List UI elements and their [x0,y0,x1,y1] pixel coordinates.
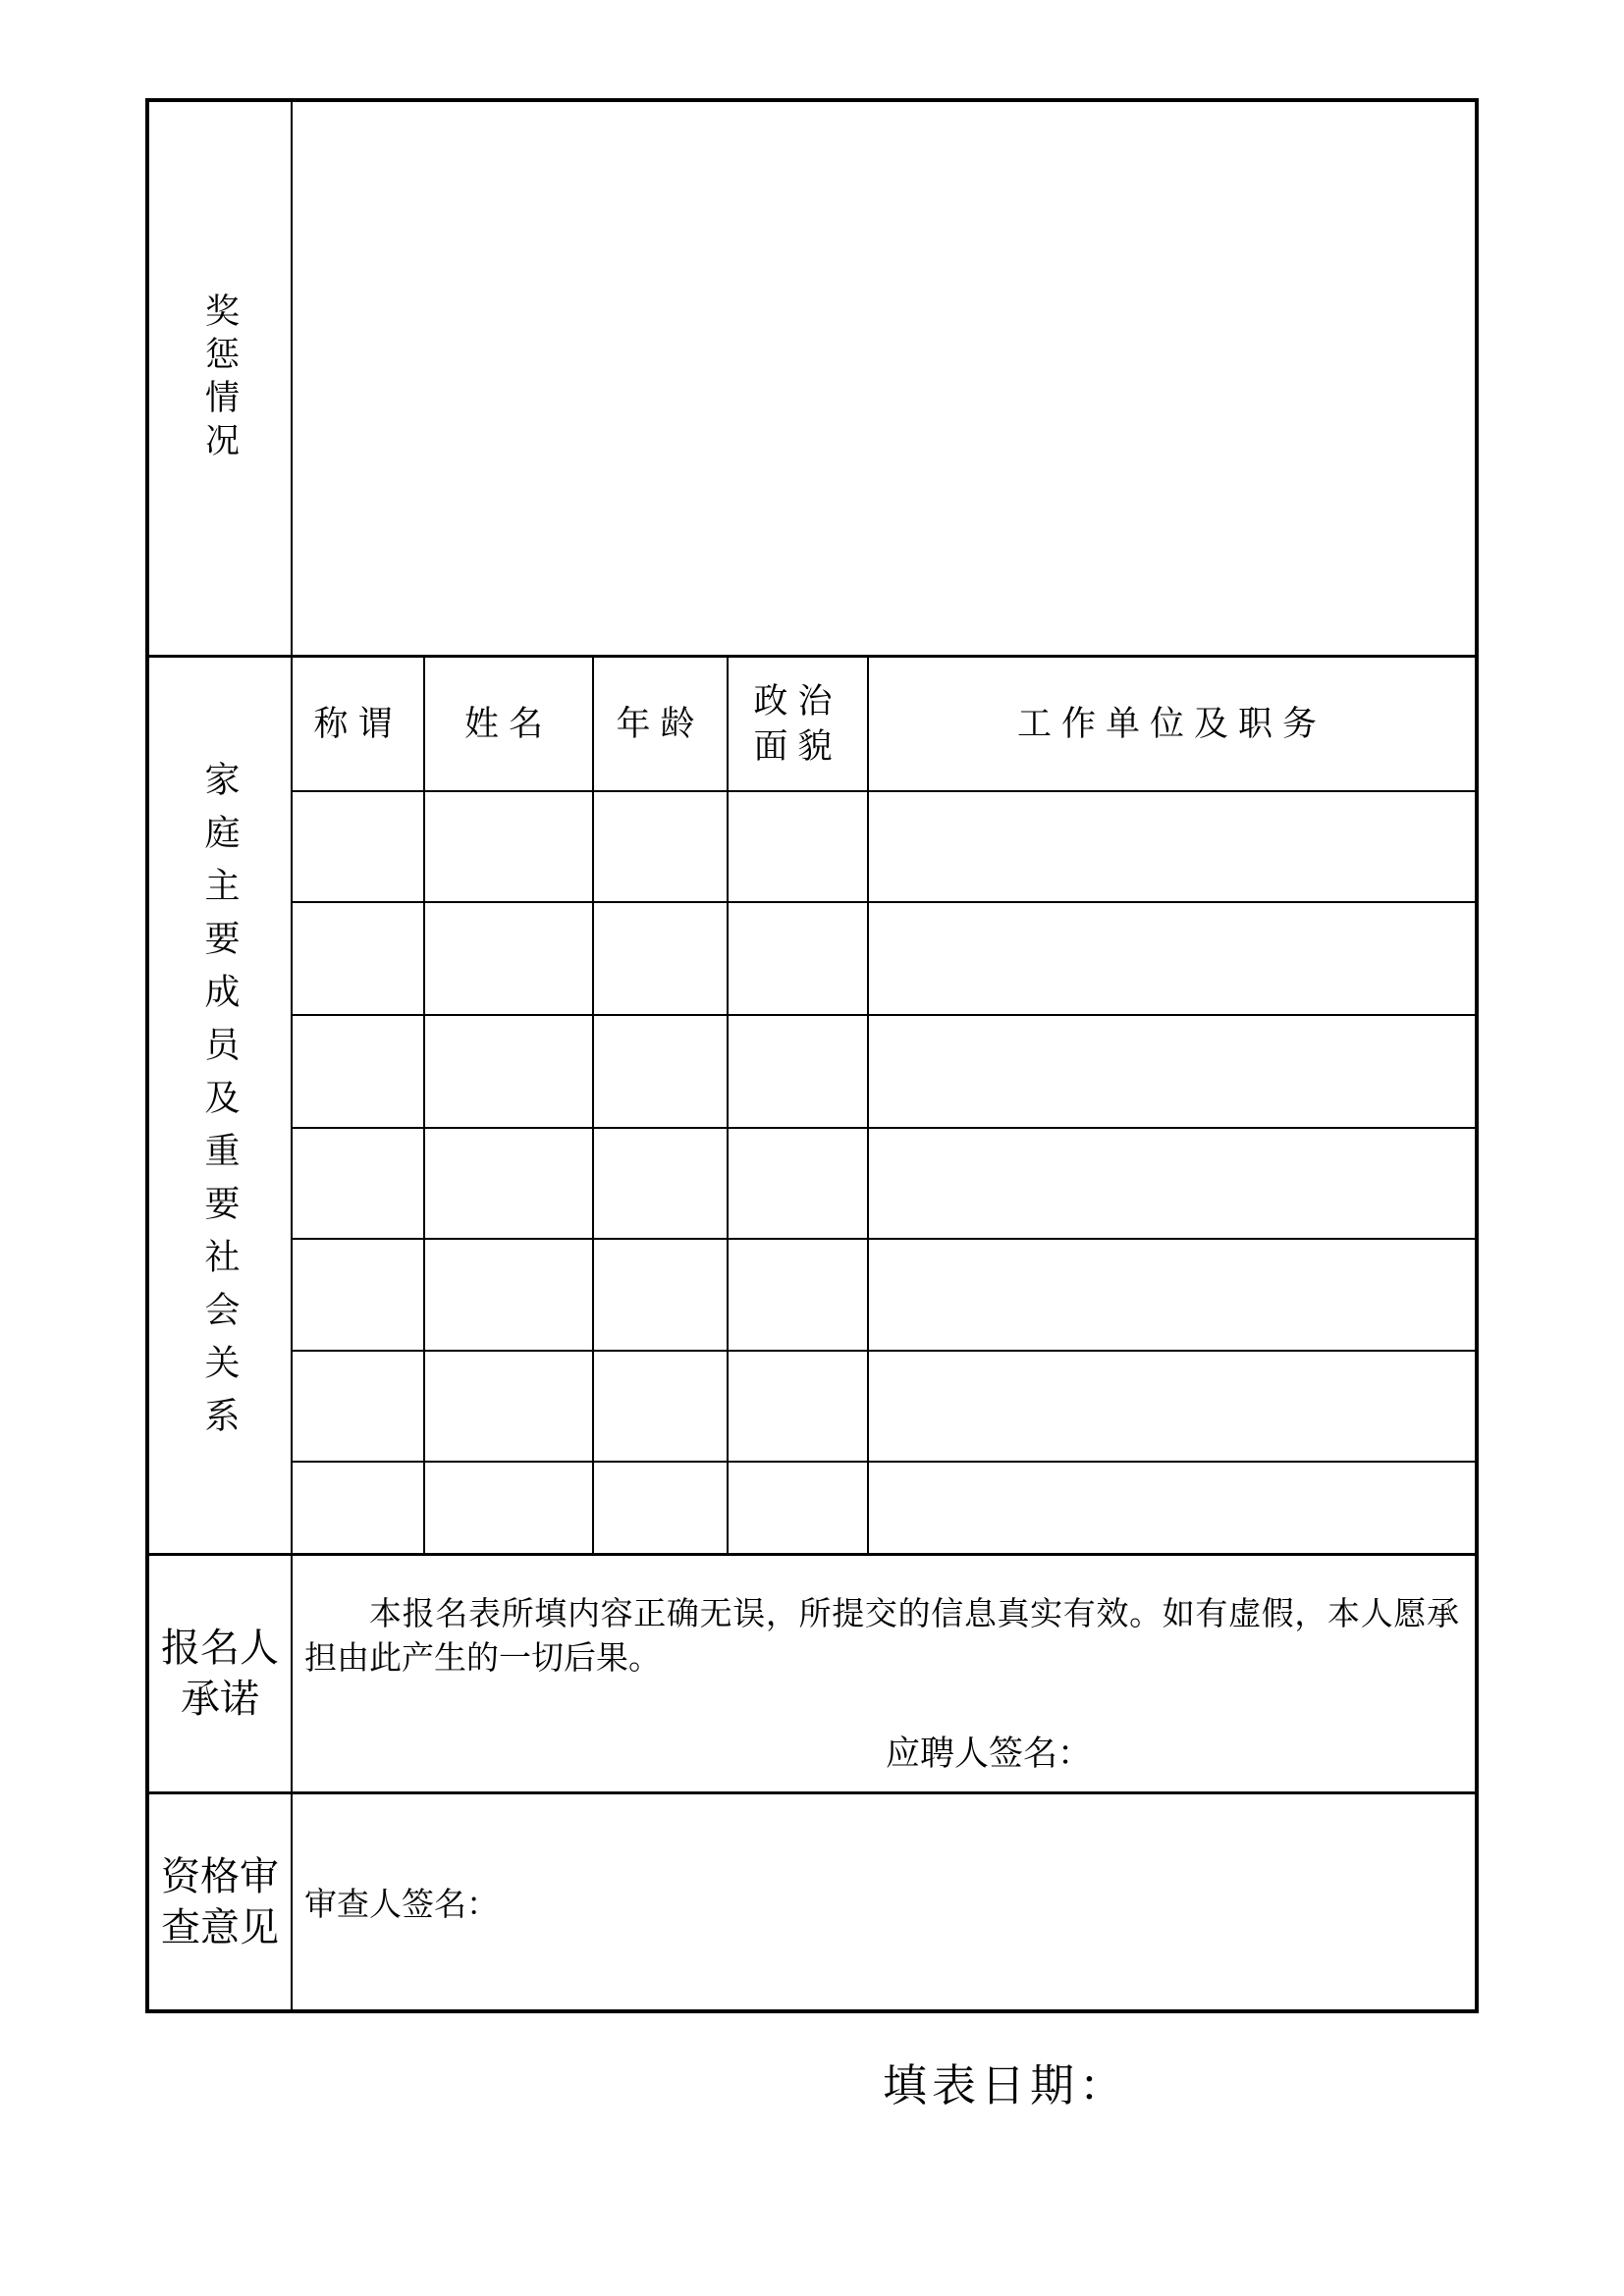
family-table-cell[interactable] [425,792,594,901]
family-table-row [293,792,1475,903]
family-table-cell[interactable] [869,1240,1475,1350]
family-label: 家庭主要成员及重要社会关系 [200,761,240,1450]
family-table-cell[interactable] [293,792,425,901]
family-table-cell[interactable] [425,1463,594,1553]
family-table-cell[interactable] [869,1352,1475,1461]
family-table-row [293,1463,1475,1553]
family-header-relation [293,658,425,790]
family-table-cell[interactable] [729,1129,869,1238]
family-header-political-status-label: 政治面貌 [753,681,842,766]
rewards-content-cell[interactable] [293,102,1475,655]
family-table-header [293,658,1475,792]
family-table [293,658,1475,1553]
family-table-cell[interactable] [869,903,1475,1014]
family-table-cell[interactable] [594,1352,729,1461]
family-table-cell[interactable] [594,1463,729,1553]
commitment-label-cell [149,1556,293,1791]
family-table-cell[interactable] [425,1016,594,1127]
family-table-row [293,1016,1475,1129]
family-table-cell[interactable] [729,792,869,901]
family-table-cell[interactable] [729,1240,869,1350]
review-section [149,1794,1475,2009]
review-signature-area[interactable] [499,1794,1475,2009]
family-section [149,658,1475,1556]
family-table-cell[interactable] [293,1352,425,1461]
family-table-cell[interactable] [594,1016,729,1127]
family-table-row [293,903,1475,1016]
commitment-content-cell [293,1556,1475,1791]
family-table-body [293,792,1475,1553]
family-table-cell[interactable] [869,1463,1475,1553]
family-header-age [594,658,729,790]
commitment-text: 本报名表所填内容正确无误，所提交的信息真实有效。如有虚假，本人愿承担由此产生的一切后果。 [304,1597,1459,1677]
application-form-table [145,98,1479,2013]
fill-date-label: 填表日期： [883,2061,1129,2110]
family-header-age-label: 年龄 [616,704,705,743]
commitment-section [149,1556,1475,1794]
family-header-name [425,658,594,790]
family-table-cell[interactable] [729,1352,869,1461]
family-header-relation-label: 称谓 [313,704,403,743]
commitment-label: 报名人承诺 [161,1626,279,1721]
family-table-cell[interactable] [293,1240,425,1350]
family-table-cell[interactable] [425,1352,594,1461]
family-label-cell [149,658,293,1553]
applicant-signature-label: 应聘人签名： [886,1735,1093,1773]
family-table-cell[interactable] [293,1463,425,1553]
family-table-cell[interactable] [594,1240,729,1350]
review-content-cell [293,1794,1475,2009]
rewards-label-cell [149,102,293,655]
family-table-cell[interactable] [594,903,729,1014]
review-label: 资格审查意见 [161,1853,279,1949]
family-header-political-status [729,658,869,790]
family-header-workunit-position [869,658,1475,790]
reviewer-signature-label: 审查人签名： [304,1888,499,1923]
family-header-workunit-position-label: 工作单位及职务 [1016,704,1326,743]
family-table-cell[interactable] [425,1240,594,1350]
family-table-cell[interactable] [729,903,869,1014]
family-table-row [293,1352,1475,1463]
rewards-label: 奖惩情况 [200,292,240,465]
family-table-row [293,1240,1475,1352]
family-table-cell[interactable] [425,903,594,1014]
review-label-cell [149,1794,293,2009]
family-table-cell[interactable] [293,1129,425,1238]
family-table-cell[interactable] [869,1129,1475,1238]
family-table-cell[interactable] [594,1129,729,1238]
family-table-cell[interactable] [729,1463,869,1553]
family-table-cell[interactable] [293,903,425,1014]
family-table-cell[interactable] [594,792,729,901]
family-table-cell[interactable] [425,1129,594,1238]
family-table-cell[interactable] [293,1016,425,1127]
family-table-cell[interactable] [869,792,1475,901]
family-table-cell[interactable] [729,1016,869,1127]
family-table-row [293,1129,1475,1240]
family-table-cell[interactable] [869,1016,1475,1127]
family-header-name-label: 姓名 [463,704,553,743]
rewards-section [149,102,1475,658]
